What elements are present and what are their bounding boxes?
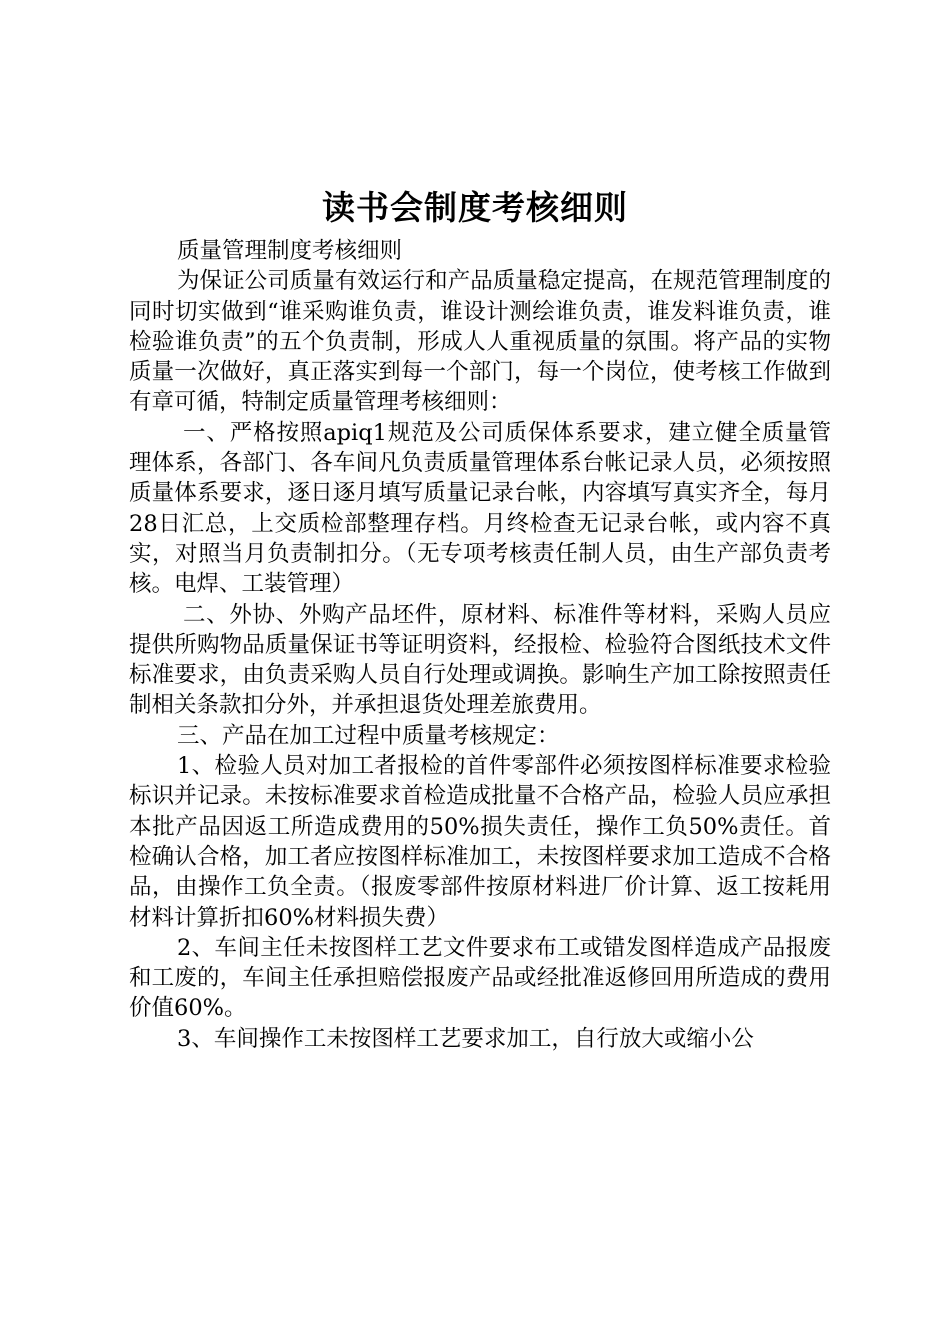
document-title: 读书会制度考核细则 xyxy=(322,188,628,227)
clause-three-item-1: 1、检验人员对加工者报检的首件零部件必须按图样标准要求检验标识并记录。未按标准要求首检造成批量不合格产品，检验人员应承担本批产品因返工所造成费用的50%损失责任，操作工负50%责任。首检确认合格，加工者应按图样标准加工，未按图样要求加工造成不合格品，由操作工负全责。（报废零部件按原材料进厂价计算、返工按耗用材料计算折扣60%材料损失费） xyxy=(129,753,831,931)
document-body xyxy=(129,236,831,1054)
subtitle-paragraph: 质量管理制度考核细则 xyxy=(177,238,403,264)
clause-three-item-2: 2、车间主任未按图样工艺文件要求布工或错发图样造成产品报废和工废的，车间主任承担赔偿报废产品或经批准返修回用所造成的费用价值60%。 xyxy=(129,934,831,1022)
clause-two-paragraph: 二、外协、外购产品坯件，原材料、标准件等材料，采购人员应提供所购物品质量保证书等证明资料，经报检、检验符合图纸技术文件标准要求，由负责采购人员自行处理或调换。影响生产加工除按照责任制相关条款扣分外，并承担退货处理差旅费用。 xyxy=(129,601,831,719)
clause-three-item-3: 3、车间操作工未按图样工艺要求加工，自行放大或缩小公 xyxy=(177,1025,754,1052)
clause-three-heading: 三、产品在加工过程中质量考核规定： xyxy=(177,722,560,749)
clause-one-paragraph: 一、严格按照apiq1规范及公司质保体系要求，建立健全质量管理体系，各部门、各车间凡负责质量管理体系台帐记录人员，必须按照质量体系要求，逐日逐月填写质量记录台帐，内容填写真实齐全，每月28日汇总，上交质检部整理存档。月终检查无记录台帐，或内容不真实，对照当月负责制扣分。（无专项考核责任制人员，由生产部负责考核。电焊、工装管理） xyxy=(129,419,831,598)
intro-paragraph: 为保证公司质量有效运行和产品质量稳定提高，在规范管理制度的同时切实做到“谁采购谁负责，谁设计测绘谁负责，谁发料谁负责，谁检验谁负责”的五个负责制，形成人人重视质量的氛围。将产品的实物质量一次做好，真正落实到每一个部门，每一个岗位，使考核工作做到有章可循，特制定质量管理考核细则： xyxy=(129,268,831,416)
